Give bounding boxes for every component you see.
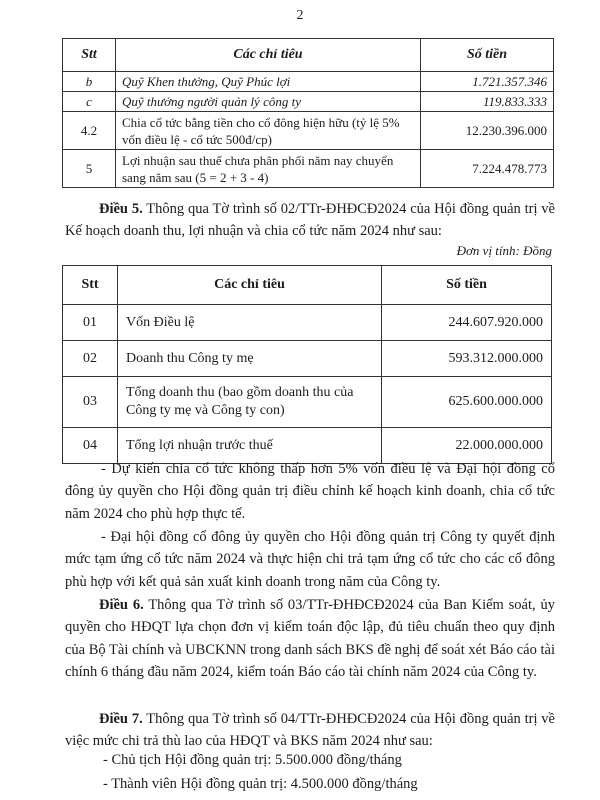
table-row <box>63 72 554 92</box>
row-amount: 1.721.357.346 <box>421 72 554 92</box>
row-item: Tổng lợi nhuận trước thuế <box>118 428 382 464</box>
row-stt: 4.2 <box>63 112 116 150</box>
article-6-text: Thông qua Tờ trình số 03/TTr-ĐHĐCĐ2024 của Ban Kiểm soát, ủy quyền cho HĐQT lựa chọn đơn vị kiểm toán độc lập, đủ tiêu chuẩn theo quy định của Bộ Tài chính và UBCKNN trong danh sách BKS đề nghị để soát xét Báo cáo tài chính 6 tháng đầu năm 2024, kiểm toán Báo cáo tài chính năm 2024 của Công ty. <box>65 597 555 681</box>
row-amount: 22.000.000.000 <box>382 428 552 464</box>
row-item: Tổng doanh thu (bao gồm doanh thu của Công ty mẹ và Công ty con) <box>118 377 382 428</box>
article-6-label: Điều 6. <box>99 597 144 613</box>
column-header-item: Các chỉ tiêu <box>116 39 421 72</box>
row-item: Doanh thu Công ty mẹ <box>118 341 382 377</box>
row-amount: 119.833.333 <box>421 92 554 112</box>
article-5-paragraph <box>65 198 555 243</box>
table-row <box>63 112 554 150</box>
article-7-paragraph <box>65 708 555 753</box>
table-row <box>63 150 554 188</box>
profit-distribution-table <box>62 38 554 188</box>
list-item: - Thành viên Hội đồng quản trị: 4.500.000 đồng/tháng <box>103 776 418 792</box>
column-header-item: Các chỉ tiêu <box>118 266 382 305</box>
row-item: Quỹ Khen thưởng, Quỹ Phúc lợi <box>116 72 421 92</box>
column-header-amount: Số tiền <box>382 266 552 305</box>
article-5-label: Điều 5. <box>99 201 143 217</box>
column-header-amount: Số tiền <box>421 39 554 72</box>
row-item: Quỹ thưởng người quản lý công ty <box>116 92 421 112</box>
row-amount: 7.224.478.773 <box>421 150 554 188</box>
row-amount: 244.607.920.000 <box>382 305 552 341</box>
page-number: 2 <box>296 8 304 23</box>
row-stt: 02 <box>63 341 118 377</box>
table-row <box>63 341 552 377</box>
table-row <box>63 377 552 428</box>
row-item: Chia cổ tức bằng tiền cho cổ đông hiện hữu (tỷ lệ 5% vốn điều lệ - cổ tức 500đ/cp) <box>116 112 421 150</box>
article-7-label: Điều 7. <box>99 711 143 727</box>
row-stt: 04 <box>63 428 118 464</box>
note-dividend-advance: - Đại hội đồng cổ đông ủy quyền cho Hội đồng quản trị Công ty quyết định mức tạm ứng cổ tức năm 2024 và thực hiện chi trả tạm ứng cổ tức cho các cổ đông phù hợp với kết quả sản xuất kinh doanh trong năm của Công ty. <box>65 529 555 590</box>
row-item: Vốn Điều lệ <box>118 305 382 341</box>
table-header-row <box>63 39 554 72</box>
unit-note: Đơn vị tính: Đồng <box>456 243 552 258</box>
row-stt: c <box>63 92 116 112</box>
list-item: - Chủ tịch Hội đồng quản trị: 5.500.000 đồng/tháng <box>103 752 402 768</box>
row-stt: 5 <box>63 150 116 188</box>
article-5-text: Thông qua Tờ trình số 02/TTr-ĐHĐCĐ2024 của Hội đồng quản trị về Kế hoạch doanh thu, lợi nhuận và chia cổ tức năm 2024 như sau: <box>65 201 555 240</box>
table-header-row <box>63 266 552 305</box>
row-amount: 593.312.000.000 <box>382 341 552 377</box>
business-plan-table <box>62 265 552 464</box>
row-item: Lợi nhuận sau thuế chưa phân phối năm nay chuyển sang năm sau (5 = 2 + 3 - 4) <box>116 150 421 188</box>
row-stt: b <box>63 72 116 92</box>
row-amount: 625.600.000.000 <box>382 377 552 428</box>
article-7-text: Thông qua Tờ trình số 04/TTr-ĐHĐCĐ2024 của Hội đồng quản trị về việc mức chi trả thù lao của HĐQT và BKS năm 2024 như sau: <box>65 711 555 750</box>
column-header-stt: Stt <box>63 266 118 305</box>
row-amount: 12.230.396.000 <box>421 112 554 150</box>
column-header-stt: Stt <box>63 39 116 72</box>
note-dividend-plan: - Dự kiến chia cổ tức không thấp hơn 5% vốn điều lệ và Đại hội đồng cổ đông ủy quyền cho Hội đồng quản trị điều chỉnh kế hoạch kinh doanh, chia cổ tức năm 2024 cho phù hợp thực tế. <box>65 461 555 522</box>
row-stt: 01 <box>63 305 118 341</box>
article-6-paragraph <box>65 594 555 684</box>
table-row <box>63 92 554 112</box>
row-stt: 03 <box>63 377 118 428</box>
table-row <box>63 305 552 341</box>
